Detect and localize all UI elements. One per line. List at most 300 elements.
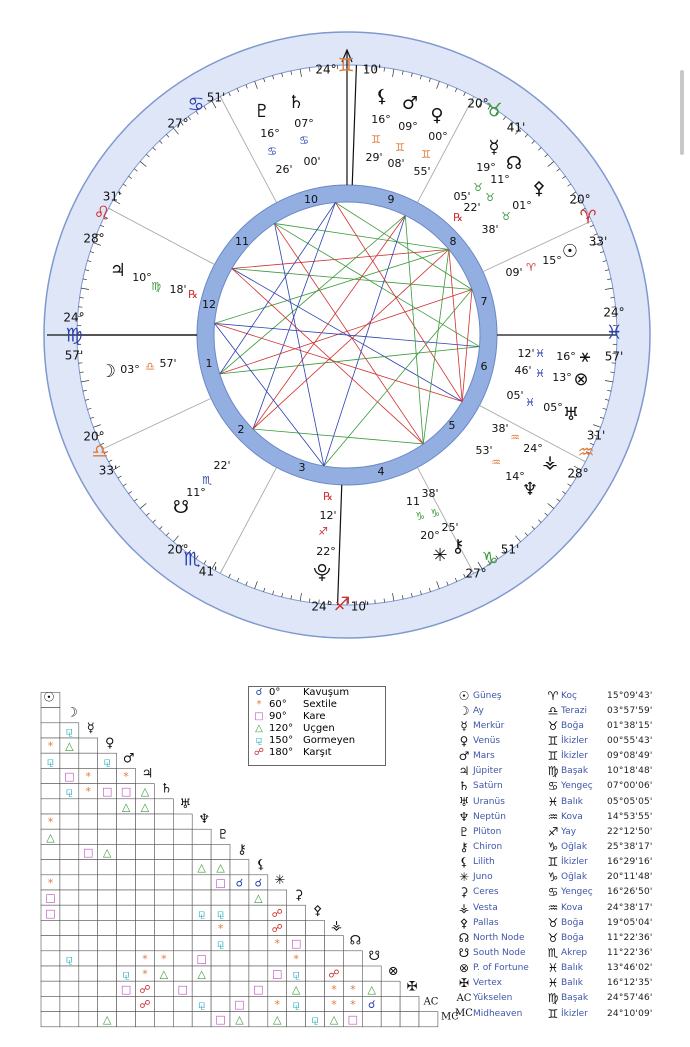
planet-label: 01° <box>512 199 532 212</box>
grid-cell <box>60 936 79 951</box>
aspect-symbol: □ <box>120 785 132 799</box>
aspect-symbol: ☍ <box>271 922 283 935</box>
sign-glyph: ♑ <box>481 548 499 571</box>
aspect-symbol: ☌ <box>235 876 244 890</box>
grid-cell <box>343 951 362 966</box>
sign-name: Kova <box>561 811 583 822</box>
position-row <box>455 839 685 854</box>
planet-name: Plüton <box>473 826 502 837</box>
grid-cell <box>173 920 192 935</box>
planet-glyph: MC <box>455 1008 473 1020</box>
aspect-symbol: ⚼ <box>216 937 225 951</box>
planet-glyph: ♅ <box>458 794 470 809</box>
planet-positions-table <box>455 688 685 1021</box>
cusp-degree: 28° <box>567 466 589 481</box>
aspect-symbol: □ <box>177 982 188 996</box>
grid-cell <box>79 920 98 935</box>
grid-cell <box>41 996 60 1011</box>
planet-glyph: ♄ <box>287 92 305 113</box>
planet-label: ♒ <box>510 431 520 444</box>
grid-cell <box>192 890 211 905</box>
grid-planet-glyph: ✠ <box>406 979 418 995</box>
legend-angle: 150° <box>269 735 294 746</box>
aspect-symbol: * <box>142 967 148 981</box>
grid-cell <box>41 981 60 996</box>
aspect-symbol: ☍ <box>139 982 151 996</box>
grid-cell <box>230 936 249 951</box>
grid-cell <box>211 844 230 859</box>
sign-glyph: ♎ <box>547 703 559 718</box>
grid-cell <box>98 951 117 966</box>
aspect-symbol: ☍ <box>139 998 151 1011</box>
aspect-symbol: □ <box>101 785 113 799</box>
grid-planet-glyph: ⚷ <box>237 842 247 858</box>
sign-name: Balık <box>561 796 583 807</box>
planet-degree: 00°55'43' <box>607 735 653 746</box>
planet-label: ♊ <box>371 133 381 146</box>
planet-degree: 11°22'36' <box>607 947 653 958</box>
planet-name: Merkür <box>473 720 505 731</box>
sign-glyph: ♓ <box>605 321 623 344</box>
legend-row <box>249 687 385 699</box>
planet-name: Satürn <box>473 781 503 792</box>
aspect-symbol: △ <box>140 785 150 799</box>
grid-cell <box>249 936 268 951</box>
grid-planet-glyph: ✳ <box>274 872 286 888</box>
planet-label: 08' <box>387 157 405 170</box>
grid-cell <box>173 996 192 1011</box>
grid-cell <box>60 875 79 890</box>
aspect-symbol: △ <box>291 982 301 996</box>
sign-name: Başak <box>561 993 589 1004</box>
grid-cell <box>98 860 117 875</box>
planet-label: 15° <box>542 254 562 267</box>
planet-name: North Node <box>473 932 525 943</box>
legend-row <box>249 723 385 735</box>
planet-name: Lilith <box>473 857 495 868</box>
aspect-symbol: □ <box>83 846 94 859</box>
grid-planet-glyph: ⚴ <box>312 903 323 919</box>
sign-name: İkizler <box>561 735 588 746</box>
planet-label: 16° <box>260 127 280 140</box>
grid-cell <box>136 936 155 951</box>
grid-cell <box>79 738 98 753</box>
grid-cell <box>230 860 249 875</box>
planet-name: Chiron <box>473 841 503 852</box>
cusp-degree: 10' <box>350 599 370 614</box>
aspect-symbol: * <box>350 982 356 996</box>
planet-degree: 25°38'17' <box>607 841 653 852</box>
aspect-symbol: ⚼ <box>65 785 74 799</box>
grid-cell <box>79 890 98 905</box>
aspect-symbol: △ <box>102 1013 112 1027</box>
legend-row <box>249 711 385 723</box>
aspect-symbol: △ <box>159 967 169 981</box>
planet-label: 03° <box>120 363 140 376</box>
planet-degree: 24°57'46' <box>607 993 653 1004</box>
house-number: 1 <box>205 357 213 370</box>
planet-degree: 24°10'09' <box>607 1008 653 1019</box>
grid-cell <box>211 951 230 966</box>
planet-label: 19° <box>476 161 496 174</box>
grid-cell <box>136 844 155 859</box>
grid-cell <box>211 996 230 1011</box>
planet-label: 22' <box>213 459 231 472</box>
grid-planet-glyph: ♃ <box>141 766 154 782</box>
planet-glyph: ☽ <box>99 361 117 382</box>
grid-cell <box>41 860 60 875</box>
grid-cell <box>362 966 381 981</box>
sign-glyph: ♍ <box>547 991 559 1006</box>
grid-cell <box>98 981 117 996</box>
aspect-symbol: * <box>350 998 356 1011</box>
grid-cell <box>136 875 155 890</box>
planet-label: ♎ <box>145 360 155 373</box>
position-row <box>455 809 685 824</box>
grid-cell <box>117 829 136 844</box>
planet-label: 09' <box>505 266 523 279</box>
aspect-symbol: * <box>85 785 91 799</box>
sign-glyph: ♉ <box>485 99 503 122</box>
grid-cell <box>154 844 173 859</box>
planet-label: 00' <box>303 155 321 168</box>
planet-degree: 24°38'17' <box>607 902 653 913</box>
grid-cell <box>306 981 325 996</box>
aspect-symbol: □ <box>196 952 207 966</box>
planet-label: ♉ <box>473 181 483 194</box>
position-row <box>455 855 685 870</box>
grid-cell <box>154 875 173 890</box>
grid-cell <box>192 844 211 859</box>
grid-cell <box>41 936 60 951</box>
planet-label: 55' <box>413 165 431 178</box>
grid-cell <box>41 784 60 799</box>
sign-name: Yay <box>561 826 577 837</box>
aspect-symbol: △ <box>102 846 112 859</box>
planet-glyph: ⚳ <box>459 885 469 900</box>
house-number: 5 <box>448 419 456 432</box>
aspect-symbol: * <box>331 982 337 996</box>
grid-cell <box>192 981 211 996</box>
legend-name: Gormeyen <box>303 735 356 746</box>
grid-cell <box>192 875 211 890</box>
planet-glyph: ♂ <box>458 749 470 764</box>
legend-symbol: * <box>256 699 262 710</box>
aspect-symbol: □ <box>120 982 132 996</box>
aspect-symbol: △ <box>235 1013 244 1027</box>
planet-glyph: ♆ <box>458 809 470 824</box>
grid-cell <box>117 951 136 966</box>
grid-cell <box>173 936 192 951</box>
sign-glyph: ♋ <box>547 779 559 794</box>
grid-cell <box>117 936 136 951</box>
grid-cell <box>343 966 362 981</box>
grid-planet-glyph: ☉ <box>43 690 55 706</box>
aspect-symbol: □ <box>45 891 56 905</box>
cusp-degree: 33' <box>588 234 608 249</box>
sign-glyph: ♋ <box>187 93 205 116</box>
grid-cell <box>79 829 98 844</box>
planet-label: ♓ <box>535 347 545 360</box>
planet-name: P. of Fortune <box>473 963 529 974</box>
planet-label: 13° <box>552 371 572 384</box>
grid-cell <box>154 860 173 875</box>
sign-name: Terazi <box>561 705 587 716</box>
planet-label: ♉ <box>485 191 495 204</box>
grid-planet-glyph: ⚳ <box>293 888 304 904</box>
grid-cell <box>192 1012 211 1027</box>
planet-glyph: ⚷ <box>459 839 469 854</box>
planet-degree: 15°09'43' <box>607 690 653 701</box>
planet-name: Ay <box>473 705 484 716</box>
planet-glyph: ⯓ <box>313 562 331 583</box>
planet-label: ♋ <box>299 134 309 147</box>
planet-name: Mars <box>473 751 495 762</box>
legend-name: Kavuşum <box>303 687 350 698</box>
legend-symbol: ⚼ <box>255 735 263 746</box>
legend-name: Uçgen <box>303 723 335 734</box>
sign-glyph: ♍ <box>65 324 83 347</box>
grid-cell <box>98 936 117 951</box>
aspect-symbol: ☌ <box>368 998 376 1011</box>
planet-degree: 01°38'15' <box>607 720 653 731</box>
grid-cell <box>98 890 117 905</box>
grid-cell <box>154 936 173 951</box>
grid-cell <box>154 996 173 1011</box>
grid-cell <box>325 936 344 951</box>
cusp-degree: 24° <box>603 305 625 320</box>
grid-cell <box>306 920 325 935</box>
aspect-symbol: □ <box>64 770 75 783</box>
planet-degree: 20°11'48' <box>607 872 653 883</box>
cusp-degree: 51' <box>206 90 226 105</box>
grid-cell <box>117 920 136 935</box>
grid-cell <box>117 875 136 890</box>
sign-glyph: ♌ <box>93 202 111 225</box>
cusp-degree: 20° <box>83 429 105 444</box>
grid-cell <box>381 1012 400 1027</box>
planet-glyph: ♇ <box>458 824 470 839</box>
planet-glyph: ⚴ <box>459 915 469 930</box>
planet-glyph: ⚸ <box>459 855 469 870</box>
planet-label: 12' <box>319 509 337 522</box>
grid-cell <box>79 875 98 890</box>
grid-cell <box>173 951 192 966</box>
sign-glyph: ♑ <box>547 870 559 885</box>
planet-glyph: ✠ <box>458 976 470 991</box>
planet-degree: 13°46'02' <box>607 963 653 974</box>
aspect-symbol: △ <box>216 861 225 875</box>
sign-name: Oğlak <box>561 841 588 852</box>
grid-cell <box>79 951 98 966</box>
planet-name: Uranüs <box>473 796 505 807</box>
sign-glyph: ♊ <box>547 1006 559 1021</box>
sign-glyph: ♓ <box>547 976 559 991</box>
legend-name: Sextile <box>303 699 337 710</box>
house-number: 2 <box>237 423 245 436</box>
grid-cell <box>173 966 192 981</box>
grid-cell <box>154 799 173 814</box>
grid-cell <box>60 860 79 875</box>
aspect-symbol: ⚼ <box>65 724 74 738</box>
cusp-degree: 24° <box>63 310 85 325</box>
planet-glyph: ♃ <box>458 764 470 779</box>
planet-glyph: AC <box>456 992 472 1004</box>
grid-cell <box>287 905 306 920</box>
planet-label: 24° <box>523 442 543 455</box>
planet-glyph: ⚸ <box>375 86 389 107</box>
position-row <box>455 991 685 1006</box>
grid-cell <box>211 966 230 981</box>
sign-name: Oğlak <box>561 872 588 883</box>
sign-glyph: ♒ <box>547 809 559 824</box>
grid-cell <box>154 829 173 844</box>
grid-cell <box>306 966 325 981</box>
cusp-degree: 33' <box>98 463 118 478</box>
planet-name: Vertex <box>473 978 502 989</box>
aspect-symbol: △ <box>140 800 150 814</box>
planet-degree: 16°12'35' <box>607 978 653 989</box>
legend-symbol: ☌ <box>255 687 263 698</box>
planet-label: 22' <box>463 201 481 214</box>
grid-cell <box>117 890 136 905</box>
planet-glyph: ☿ <box>488 137 500 158</box>
planet-label: 11 <box>406 495 420 508</box>
aspect-symbol: ⚼ <box>122 967 130 981</box>
house-number: 11 <box>235 235 249 248</box>
planet-glyph: ☋ <box>458 945 470 960</box>
aspect-symbol: △ <box>197 967 206 981</box>
aspect-symbol: □ <box>347 1013 359 1027</box>
grid-planet-glyph: AC <box>423 996 439 1008</box>
grid-cell <box>306 936 325 951</box>
planet-glyph: ⊗ <box>458 961 470 976</box>
grid-cell <box>60 1012 79 1027</box>
position-row <box>455 900 685 915</box>
grid-cell <box>117 814 136 829</box>
sign-glyph: ♊ <box>337 54 355 77</box>
sign-name: Yengeç <box>561 781 593 792</box>
grid-cell <box>154 981 173 996</box>
legend-angle: 60° <box>269 699 287 710</box>
aspect-symbol: □ <box>290 937 302 951</box>
sign-glyph: ♉ <box>547 915 559 930</box>
aspect-symbol: ⚼ <box>292 967 300 981</box>
grid-planet-glyph: ☿ <box>86 720 95 736</box>
grid-planet-glyph: ☋ <box>368 948 381 964</box>
planet-glyph: ✳ <box>458 870 470 885</box>
sign-glyph: ♐ <box>333 593 351 616</box>
grid-cell <box>41 966 60 981</box>
house-number: 4 <box>377 465 385 478</box>
sign-glyph: ♋ <box>547 885 559 900</box>
planet-name: Juno <box>473 872 493 883</box>
grid-cell <box>192 920 211 935</box>
house-number: 10 <box>304 193 318 206</box>
grid-planet-glyph: ♆ <box>198 812 211 828</box>
planet-name: Pallas <box>473 917 499 928</box>
grid-cell <box>60 829 79 844</box>
planet-label: 11° <box>490 173 510 186</box>
planet-degree: 10°18'48' <box>607 766 653 777</box>
grid-planet-glyph: ♀ <box>104 736 115 752</box>
planet-label: 16° <box>556 350 576 363</box>
sign-glyph: ♉ <box>547 930 559 945</box>
grid-cell <box>381 981 400 996</box>
planet-degree: 16°26'50' <box>607 887 653 898</box>
legend-angle: 90° <box>269 711 287 722</box>
grid-cell <box>60 996 79 1011</box>
cusp-degree: 41' <box>198 564 218 579</box>
house-number: 12 <box>202 298 216 311</box>
grid-cell <box>41 708 60 723</box>
grid-cell <box>268 981 287 996</box>
grid-cell <box>98 920 117 935</box>
aspect-symbol: * <box>47 739 54 753</box>
position-row <box>455 718 685 733</box>
grid-cell <box>136 860 155 875</box>
grid-cell <box>98 814 117 829</box>
planet-glyph: ♀ <box>459 733 469 748</box>
planet-label: 07° <box>294 117 314 130</box>
position-row <box>455 976 685 991</box>
grid-cell <box>79 936 98 951</box>
aspect-symbol: * <box>217 922 224 935</box>
grid-cell <box>268 890 287 905</box>
grid-cell <box>79 981 98 996</box>
planet-label: ♏ <box>202 474 212 487</box>
aspect-symbol: □ <box>215 1013 226 1027</box>
grid-cell <box>173 875 192 890</box>
aspect-symbol: * <box>142 952 148 966</box>
planet-label: 10° <box>132 271 152 284</box>
house-number: 6 <box>480 360 488 373</box>
planet-glyph: ♇ <box>253 101 271 122</box>
sign-glyph: ♏ <box>183 548 201 571</box>
grid-cell <box>230 905 249 920</box>
legend-name: Karşıt <box>303 747 332 758</box>
aspect-symbol: * <box>47 876 54 890</box>
grid-cell <box>249 951 268 966</box>
grid-cell <box>136 920 155 935</box>
position-row <box>455 779 685 794</box>
aspect-symbol: □ <box>234 998 245 1011</box>
legend-row <box>249 747 385 759</box>
grid-cell <box>41 951 60 966</box>
sign-glyph: ♈ <box>579 206 597 229</box>
grid-cell <box>60 966 79 981</box>
planet-degree: 03°57'59' <box>607 705 653 716</box>
planet-glyph: ☊ <box>458 930 470 945</box>
legend-symbol: △ <box>255 723 263 734</box>
aspect-symbol: ⚼ <box>311 1013 319 1027</box>
grid-cell <box>79 996 98 1011</box>
planet-glyph: ⚹ <box>579 346 591 367</box>
grid-cell <box>154 1012 173 1027</box>
aspect-symbol: ☍ <box>271 906 283 920</box>
planet-glyph: ♀ <box>430 105 444 126</box>
position-row <box>455 945 685 960</box>
planet-glyph: ♂ <box>401 93 419 114</box>
grid-cell <box>154 890 173 905</box>
scrollbar[interactable] <box>680 70 684 155</box>
planet-degree: 14°53'55' <box>607 811 653 822</box>
sign-glyph: ♊ <box>547 749 559 764</box>
sign-name: Kova <box>561 902 583 913</box>
legend-name: Kare <box>303 711 326 722</box>
aspect-symbol: * <box>85 770 91 783</box>
planet-name: Ceres <box>473 887 499 898</box>
